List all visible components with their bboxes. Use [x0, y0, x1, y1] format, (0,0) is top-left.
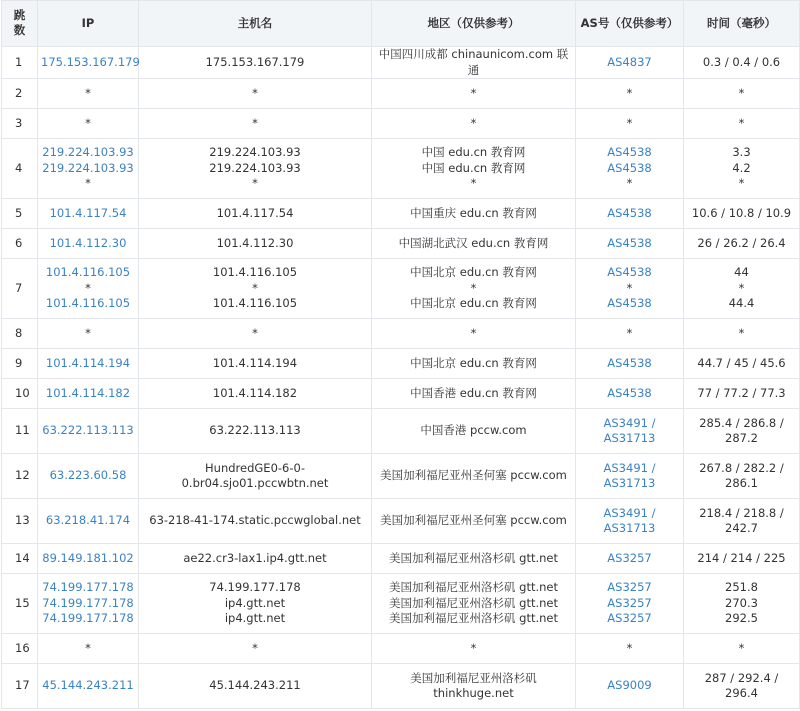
table-row: [2, 409, 800, 454]
region-value: *: [470, 85, 477, 100]
ip-value: *: [85, 85, 91, 100]
ip-cell: [38, 574, 139, 634]
region-value: 中国北京 edu.cn 教育网: [410, 355, 537, 370]
traceroute-table: [1, 0, 800, 709]
ip-cell: [38, 79, 139, 109]
table-row: [2, 499, 800, 544]
as-cell: [576, 229, 684, 259]
region-cell: [372, 229, 576, 259]
hostname-cell: [139, 574, 372, 634]
as-link[interactable]: AS4538: [607, 235, 652, 250]
time-value: *: [738, 640, 745, 655]
hop-cell: 16: [2, 634, 38, 664]
ip-cell: [38, 454, 139, 499]
table-row: [2, 139, 800, 199]
table-row: [2, 454, 800, 499]
table-row: [2, 349, 800, 379]
time-cell: [684, 634, 800, 664]
hostname-cell: [139, 47, 372, 79]
time-value: 287 / 292.4 / 296.4: [704, 670, 779, 700]
region-value: thinkhuge.net: [433, 686, 514, 700]
host-value: 175.153.167.179: [205, 54, 305, 69]
host-value: *: [252, 85, 258, 100]
host-value: 74.199.177.178: [209, 580, 301, 595]
time-value: 4.2: [732, 160, 751, 175]
ip-link[interactable]: 63.223.60.58: [49, 468, 127, 483]
region-value: *: [470, 115, 477, 130]
time-cell: [684, 454, 800, 499]
time-cell: [684, 499, 800, 544]
host-value: 101.4.112.30: [216, 235, 294, 250]
as-cell: [576, 47, 684, 79]
host-value: 219.224.103.93: [209, 160, 301, 175]
host-value: 219.224.103.93: [209, 145, 301, 160]
region-cell: [372, 47, 576, 79]
as-link[interactable]: AS4538: [607, 145, 652, 160]
time-value: 44.4: [728, 296, 755, 311]
time-cell: [684, 664, 800, 709]
ip-link[interactable]: 89.149.181.102: [42, 550, 134, 565]
as-link[interactable]: AS4538: [607, 385, 652, 400]
region-value: 美国加利福尼亚州洛杉矶 gtt.net: [388, 550, 558, 565]
ip-link[interactable]: 63.222.113.113: [42, 423, 134, 438]
time-value: 286.1: [725, 476, 758, 490]
as-link[interactable]: AS3491 /: [603, 415, 656, 430]
time-value: 0.3 / 0.4 / 0.6: [702, 54, 781, 69]
header-region: 地区（仅供参考）: [372, 1, 576, 47]
time-value: 3.3: [732, 145, 751, 160]
ip-value: *: [85, 115, 91, 130]
host-value: 0.br04.sjo01.pccwbtn.net: [181, 476, 329, 490]
ip-value: *: [85, 325, 91, 340]
region-value: 中国北京 edu.cn 教育网: [410, 265, 537, 280]
region-value: 中国香港 edu.cn 教育网: [410, 385, 537, 400]
ip-link[interactable]: 74.199.177.178: [42, 611, 134, 626]
as-link[interactable]: AS3257: [607, 580, 652, 595]
hostname-cell: [139, 409, 372, 454]
as-value: *: [626, 85, 633, 100]
region-cell: [372, 109, 576, 139]
hop-cell: 7: [2, 259, 38, 319]
hop-cell: 14: [2, 544, 38, 574]
host-value: *: [252, 325, 258, 340]
as-value: *: [626, 115, 633, 130]
header-hop: [2, 1, 38, 47]
as-cell: [576, 199, 684, 229]
time-value: *: [738, 115, 745, 130]
time-cell: [684, 259, 800, 319]
time-value: *: [738, 325, 745, 340]
as-cell: [576, 454, 684, 499]
region-value: *: [470, 280, 477, 295]
ip-link[interactable]: 101.4.117.54: [49, 205, 127, 220]
region-value: 中国重庆 edu.cn 教育网: [410, 205, 537, 220]
as-cell: [576, 319, 684, 349]
time-value: 267.8 / 282.2 /: [699, 460, 784, 475]
hop-cell: 15: [2, 574, 38, 634]
as-cell: [576, 409, 684, 454]
hop-cell: 10: [2, 379, 38, 409]
as-link[interactable]: AS3257: [607, 611, 652, 626]
ip-link[interactable]: 175.153.167.179: [41, 54, 140, 69]
ip-link[interactable]: 101.4.116.105: [45, 296, 131, 311]
region-value: 美国加利福尼亚州洛杉矶 gtt.net: [388, 580, 558, 595]
region-value: 美国加利福尼亚州圣何塞 pccw.com: [380, 468, 567, 483]
region-cell: [372, 499, 576, 544]
hop-cell: 1: [2, 47, 38, 79]
ip-link[interactable]: 219.224.103.93: [42, 145, 134, 160]
as-value: *: [626, 280, 633, 295]
hostname-cell: [139, 199, 372, 229]
table-row: [2, 664, 800, 709]
time-value: 44: [734, 265, 749, 280]
time-cell: [684, 409, 800, 454]
as-value: *: [626, 176, 633, 191]
as-link[interactable]: AS3257: [607, 550, 652, 565]
hostname-cell: [139, 349, 372, 379]
hop-cell: 13: [2, 499, 38, 544]
as-link[interactable]: AS31713: [603, 521, 656, 535]
ip-link[interactable]: 63.218.41.174: [45, 513, 131, 528]
as-link[interactable]: AS3491 /: [603, 460, 656, 475]
table-row: [2, 229, 800, 259]
time-cell: [684, 47, 800, 79]
hostname-cell: [139, 319, 372, 349]
hop-cell: 5: [2, 199, 38, 229]
as-link[interactable]: AS3257: [607, 595, 652, 610]
as-cell: [576, 379, 684, 409]
time-cell: [684, 229, 800, 259]
host-value: *: [252, 115, 258, 130]
host-value: *: [252, 176, 258, 191]
host-value: 63-218-41-174.static.pccwglobal.net: [149, 513, 361, 528]
as-cell: [576, 349, 684, 379]
host-value: *: [252, 280, 258, 295]
as-value: *: [626, 640, 633, 655]
ip-link[interactable]: 101.4.116.105: [45, 265, 131, 280]
hop-cell: 2: [2, 79, 38, 109]
time-value: 292.5: [725, 611, 758, 626]
time-value: 242.7: [725, 521, 758, 535]
as-cell: [576, 574, 684, 634]
hop-cell: 17: [2, 664, 38, 709]
time-cell: [684, 379, 800, 409]
time-value: 44.7 / 45 / 45.6: [697, 355, 786, 370]
ip-link[interactable]: 74.199.177.178: [42, 595, 134, 610]
time-value: *: [738, 280, 745, 295]
ip-cell: [38, 139, 139, 199]
as-cell: [576, 544, 684, 574]
table-row: [2, 574, 800, 634]
as-cell: [576, 664, 684, 709]
ip-cell: [38, 634, 139, 664]
region-value: 中国湖北武汉 edu.cn 教育网: [398, 235, 549, 250]
ip-cell: [38, 319, 139, 349]
ip-cell: [38, 379, 139, 409]
as-link[interactable]: AS4538: [607, 355, 652, 370]
ip-cell: [38, 499, 139, 544]
ip-link[interactable]: 45.144.243.211: [42, 678, 134, 693]
time-cell: [684, 319, 800, 349]
hostname-cell: [139, 109, 372, 139]
as-link[interactable]: AS31713: [603, 476, 656, 490]
header-ip: IP: [38, 1, 139, 47]
time-value: 270.3: [725, 595, 758, 610]
hop-cell: 11: [2, 409, 38, 454]
host-value: ip4.gtt.net: [224, 595, 286, 610]
region-cell: [372, 349, 576, 379]
as-link[interactable]: AS31713: [603, 431, 656, 445]
header-hop-label: 跳数: [13, 8, 26, 38]
table-row: [2, 259, 800, 319]
as-cell: [576, 499, 684, 544]
table-body: [2, 47, 800, 709]
time-value: 26 / 26.2 / 26.4: [697, 235, 786, 250]
hostname-cell: [139, 634, 372, 664]
region-cell: [372, 319, 576, 349]
as-cell: [576, 634, 684, 664]
host-value: 101.4.116.105: [212, 265, 298, 280]
hop-cell: 4: [2, 139, 38, 199]
as-link[interactable]: AS3491 /: [603, 505, 656, 520]
hop-cell: 8: [2, 319, 38, 349]
region-value: 中国香港 pccw.com: [420, 423, 527, 438]
hostname-cell: [139, 454, 372, 499]
ip-cell: [38, 259, 139, 319]
table-row: [2, 79, 800, 109]
header-as: AS号（仅供参考）: [576, 1, 684, 47]
ip-cell: [38, 199, 139, 229]
table-row: [2, 319, 800, 349]
ip-link[interactable]: 74.199.177.178: [42, 580, 134, 595]
header-row: [2, 1, 800, 47]
region-cell: [372, 664, 576, 709]
region-value: *: [470, 640, 477, 655]
table-row: [2, 379, 800, 409]
table-row: [2, 47, 800, 79]
host-value: *: [252, 640, 258, 655]
host-value: ip4.gtt.net: [224, 611, 286, 626]
as-cell: [576, 139, 684, 199]
header-time: 时间（毫秒）: [684, 1, 800, 47]
ip-link[interactable]: 101.4.114.194: [45, 355, 131, 370]
host-value: 101.4.116.105: [212, 296, 298, 311]
region-cell: [372, 634, 576, 664]
time-value: 287.2: [725, 431, 758, 445]
as-cell: [576, 79, 684, 109]
region-cell: [372, 139, 576, 199]
ip-value: *: [85, 640, 91, 655]
ip-link[interactable]: 219.224.103.93: [42, 160, 134, 175]
region-value: 中国四川成都 chinaunicom.com 联通: [378, 47, 569, 77]
time-cell: [684, 199, 800, 229]
time-cell: [684, 79, 800, 109]
ip-value: *: [85, 280, 91, 295]
header-hostname: 主机名: [139, 1, 372, 47]
as-cell: [576, 259, 684, 319]
hostname-cell: [139, 139, 372, 199]
as-link[interactable]: AS4538: [607, 265, 652, 280]
region-value: 美国加利福尼亚州洛杉矶 gtt.net: [388, 595, 558, 610]
ip-cell: [38, 664, 139, 709]
time-cell: [684, 544, 800, 574]
hop-cell: 3: [2, 109, 38, 139]
table-row: [2, 109, 800, 139]
hostname-cell: [139, 229, 372, 259]
host-value: 101.4.114.182: [212, 385, 298, 400]
region-value: *: [470, 325, 477, 340]
ip-link[interactable]: 101.4.112.30: [49, 235, 127, 250]
region-cell: [372, 409, 576, 454]
time-value: 214 / 214 / 225: [697, 550, 786, 565]
time-value: 77 / 77.2 / 77.3: [697, 385, 786, 400]
time-value: 218.4 / 218.8 /: [699, 505, 784, 520]
region-value: 中国 edu.cn 教育网: [421, 160, 526, 175]
time-cell: [684, 574, 800, 634]
table-row: [2, 199, 800, 229]
as-link[interactable]: AS4538: [607, 205, 652, 220]
time-cell: [684, 349, 800, 379]
as-link[interactable]: AS4538: [607, 160, 652, 175]
ip-cell: [38, 47, 139, 79]
time-cell: [684, 139, 800, 199]
time-value: *: [738, 176, 745, 191]
region-value: 美国加利福尼亚州圣何塞 pccw.com: [380, 513, 567, 528]
as-link[interactable]: AS4538: [607, 296, 652, 311]
hostname-cell: [139, 499, 372, 544]
hop-cell: 9: [2, 349, 38, 379]
time-value: 10.6 / 10.8 / 10.9: [691, 205, 792, 220]
ip-cell: [38, 229, 139, 259]
hostname-cell: [139, 79, 372, 109]
hostname-cell: [139, 259, 372, 319]
region-cell: [372, 574, 576, 634]
time-cell: [684, 109, 800, 139]
region-value: *: [470, 176, 477, 191]
as-link[interactable]: AS4837: [607, 54, 652, 69]
table-row: [2, 544, 800, 574]
table-row: [2, 634, 800, 664]
hostname-cell: [139, 379, 372, 409]
ip-link[interactable]: 101.4.114.182: [45, 385, 131, 400]
region-cell: [372, 199, 576, 229]
region-cell: [372, 379, 576, 409]
region-value: 美国加利福尼亚州洛杉矶: [410, 670, 537, 685]
host-value: 101.4.114.194: [212, 355, 298, 370]
as-link[interactable]: AS9009: [607, 678, 652, 693]
time-value: 251.8: [725, 580, 758, 595]
host-value: 63.222.113.113: [209, 423, 301, 438]
hop-cell: 6: [2, 229, 38, 259]
host-value: ae22.cr3-lax1.ip4.gtt.net: [183, 550, 327, 565]
host-value: 101.4.117.54: [216, 205, 294, 220]
region-value: 中国 edu.cn 教育网: [421, 145, 526, 160]
as-value: *: [626, 325, 633, 340]
region-value: 美国加利福尼亚州洛杉矶 gtt.net: [388, 611, 558, 626]
time-value: 285.4 / 286.8 /: [699, 415, 784, 430]
ip-cell: [38, 349, 139, 379]
region-cell: [372, 259, 576, 319]
region-cell: [372, 79, 576, 109]
hostname-cell: [139, 664, 372, 709]
ip-cell: [38, 544, 139, 574]
ip-cell: [38, 109, 139, 139]
host-value: 45.144.243.211: [209, 678, 301, 693]
region-value: 中国北京 edu.cn 教育网: [410, 296, 537, 311]
time-value: *: [738, 85, 745, 100]
hostname-cell: [139, 544, 372, 574]
host-value: HundredGE0-6-0-: [205, 460, 305, 475]
as-cell: [576, 109, 684, 139]
region-cell: [372, 544, 576, 574]
ip-value: *: [85, 176, 91, 191]
ip-cell: [38, 409, 139, 454]
hop-cell: 12: [2, 454, 38, 499]
region-cell: [372, 454, 576, 499]
